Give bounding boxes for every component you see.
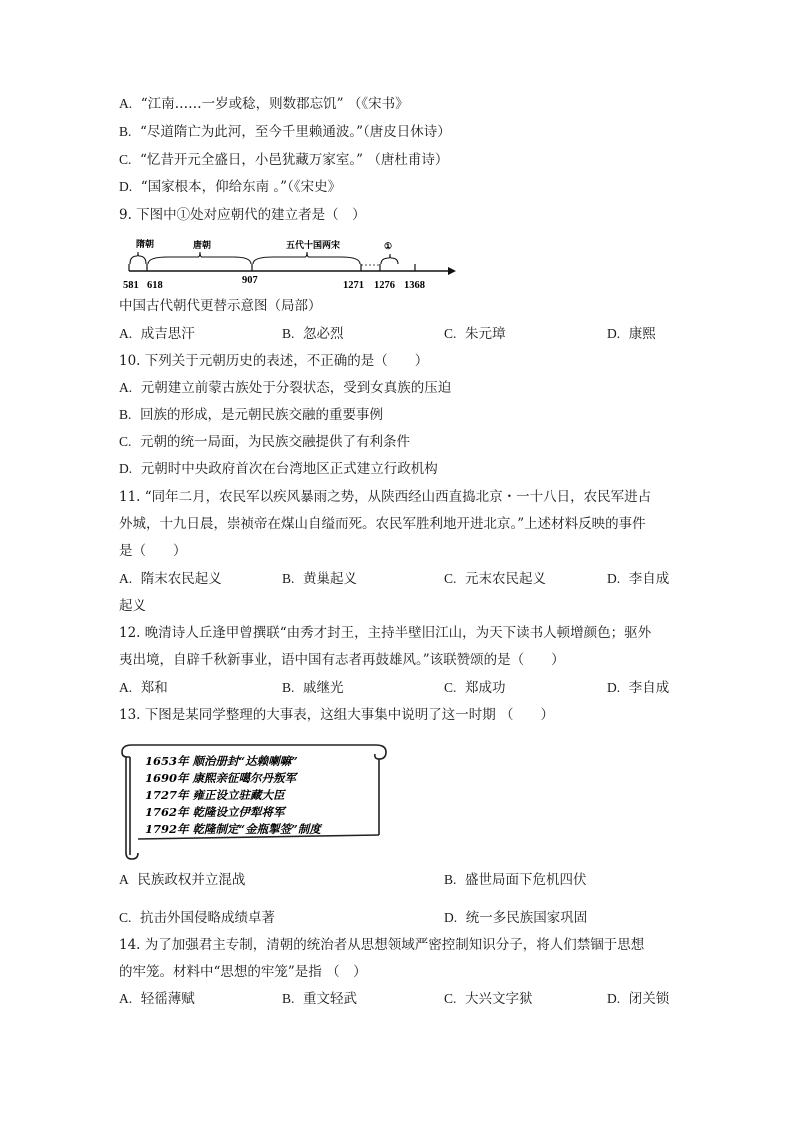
q13-stem: 13. 下图是某同学整理的大事表，这组大事集中说明了这一时期 （ ）	[119, 707, 555, 723]
q9-option-d: D. 康熙	[607, 326, 656, 342]
q13-option-b: B. 盛世局面下危机四伏	[444, 872, 587, 888]
q10-option-d: D. 元朝时中央政府首次在台湾地区正式建立行政机构	[119, 461, 438, 477]
q13-option-d: D. 统一多民族国家巩固	[444, 910, 588, 926]
q9-option-a: A. 成吉思汗	[119, 326, 195, 342]
q11-option-d-wrap: 起义	[119, 598, 146, 614]
q12-stem-line2: 夷出境，自辟千秋新事业，语中国有志者再鼓雄风。”该联赞颂的是（ ）	[119, 652, 565, 668]
q14-option-b: B. 重文轻武	[282, 991, 357, 1007]
q8-option-d: D. “国家根本，仰给东南 。”（《宋史》	[119, 179, 342, 195]
q10-stem: 10. 下列关于元朝历史的表述，不正确的是（ ）	[119, 353, 429, 369]
segment-label-tang: 唐朝	[193, 241, 212, 251]
q10-option-b: B. 回族的形成，是元朝民族交融的重要事例	[119, 407, 383, 423]
q12-option-d: D. 李自成	[607, 680, 670, 696]
q8-option-b: B. “尽道隋亡为此河，至今千里赖通波。”（唐皮日休诗）	[119, 124, 451, 140]
q12-option-c: C. 郑成功	[444, 680, 506, 696]
scroll-curl-left-top	[122, 745, 132, 757]
q14-option-d: D. 闭关锁	[607, 991, 670, 1007]
q14-option-a: A. 轻徭薄赋	[119, 991, 195, 1007]
q11-stem-line2: 外城，十九日晨，崇祯帝在煤山自缢而死。农民军胜利地开进北京。”上述材料反映的事件	[119, 516, 646, 532]
q11-option-c: C. 元末农民起义	[444, 571, 546, 587]
q10-option-a: A. 元朝建立前蒙古族处于分裂状态，受到女真族的压迫	[119, 380, 452, 396]
q11-option-d: D. 李自成	[607, 571, 670, 587]
scroll-curl-left-bottom	[126, 757, 138, 859]
q12-option-b: B. 戚继光	[282, 680, 344, 696]
year-907: 907	[242, 275, 258, 286]
segment-label-song: 五代十国两宋	[286, 241, 341, 251]
scroll-curl-right	[375, 745, 386, 759]
year-1368: 1368	[404, 280, 425, 291]
timeline-arrow	[448, 267, 456, 275]
segment-label-circle-1: ①	[384, 242, 393, 252]
year-1276: 1276	[374, 280, 395, 291]
q10-option-c: C. 元朝的统一局面，为民族交融提供了有利条件	[119, 434, 410, 450]
q9-option-c: C. 朱元璋	[444, 326, 506, 342]
scroll-line-1762: 1762年 乾隆设立伊犁将军	[145, 805, 285, 819]
scroll-line-1653: 1653年 顺治册封“达赖喇嘛”	[145, 754, 298, 768]
q14-stem-line2: 的牢笼。材料中“思想的牢笼”是指 （ ）	[119, 964, 367, 980]
sui-brace	[130, 252, 146, 264]
segment-label-sui: 隋朝	[136, 240, 155, 250]
year-1271: 1271	[343, 280, 364, 291]
q11-option-a: A. 隋末农民起义	[119, 571, 222, 587]
q14-option-c: C. 大兴文字狱	[444, 991, 533, 1007]
q11-stem-line3: 是（ ）	[119, 543, 187, 559]
yuan-brace	[381, 254, 398, 264]
year-581: 581	[123, 280, 139, 291]
events-scroll-image	[118, 735, 388, 863]
q9-caption: 中国古代朝代更替示意图（局部）	[119, 298, 322, 314]
q12-option-a: A. 郑和	[119, 680, 168, 696]
q9-option-b: B. 忽必烈	[282, 326, 344, 342]
scroll-line-1792: 1792年 乾隆制定“金瓶掣签”制度	[145, 822, 321, 836]
scroll-line-1690: 1690年 康熙亲征噶尔丹叛军	[145, 771, 297, 785]
song-brace	[253, 252, 360, 264]
q12-stem-line1: 12. 晚清诗人丘逢甲曾撰联“由秀才封王，主持半壁旧江山，为天下读书人顿增颜色；驱外	[119, 625, 652, 641]
q13-option-c: C. 抗击外国侵略成绩卓著	[119, 910, 275, 926]
q13-option-a: A 民族政权并立混战	[119, 872, 246, 888]
dynasty-timeline	[123, 234, 463, 294]
q8-option-c: C. “忆昔开元全盛日，小邑犹藏万家室。” （唐杜甫诗）	[119, 152, 449, 168]
q14-stem-line1: 14. 为了加强君主专制，清朝的统治者从思想领域严密控制知识分子，将人们禁锢于思想	[119, 937, 645, 953]
year-618: 618	[147, 280, 163, 291]
q8-option-a: A. “江南……一岁或稔，则数郡忘饥” （《宋书》	[119, 96, 409, 112]
scroll-line-1727: 1727年 雍正设立驻藏大臣	[145, 788, 285, 802]
q11-stem-line1: 11. “同年二月，农民军以疾风暴雨之势，从陕西经山西直捣北京・一十八日，农民军进占	[119, 489, 652, 505]
tang-brace	[148, 252, 251, 264]
q9-stem: 9. 下图中①处对应朝代的建立者是（ ）	[119, 207, 366, 223]
q11-option-b: B. 黄巢起义	[282, 571, 357, 587]
